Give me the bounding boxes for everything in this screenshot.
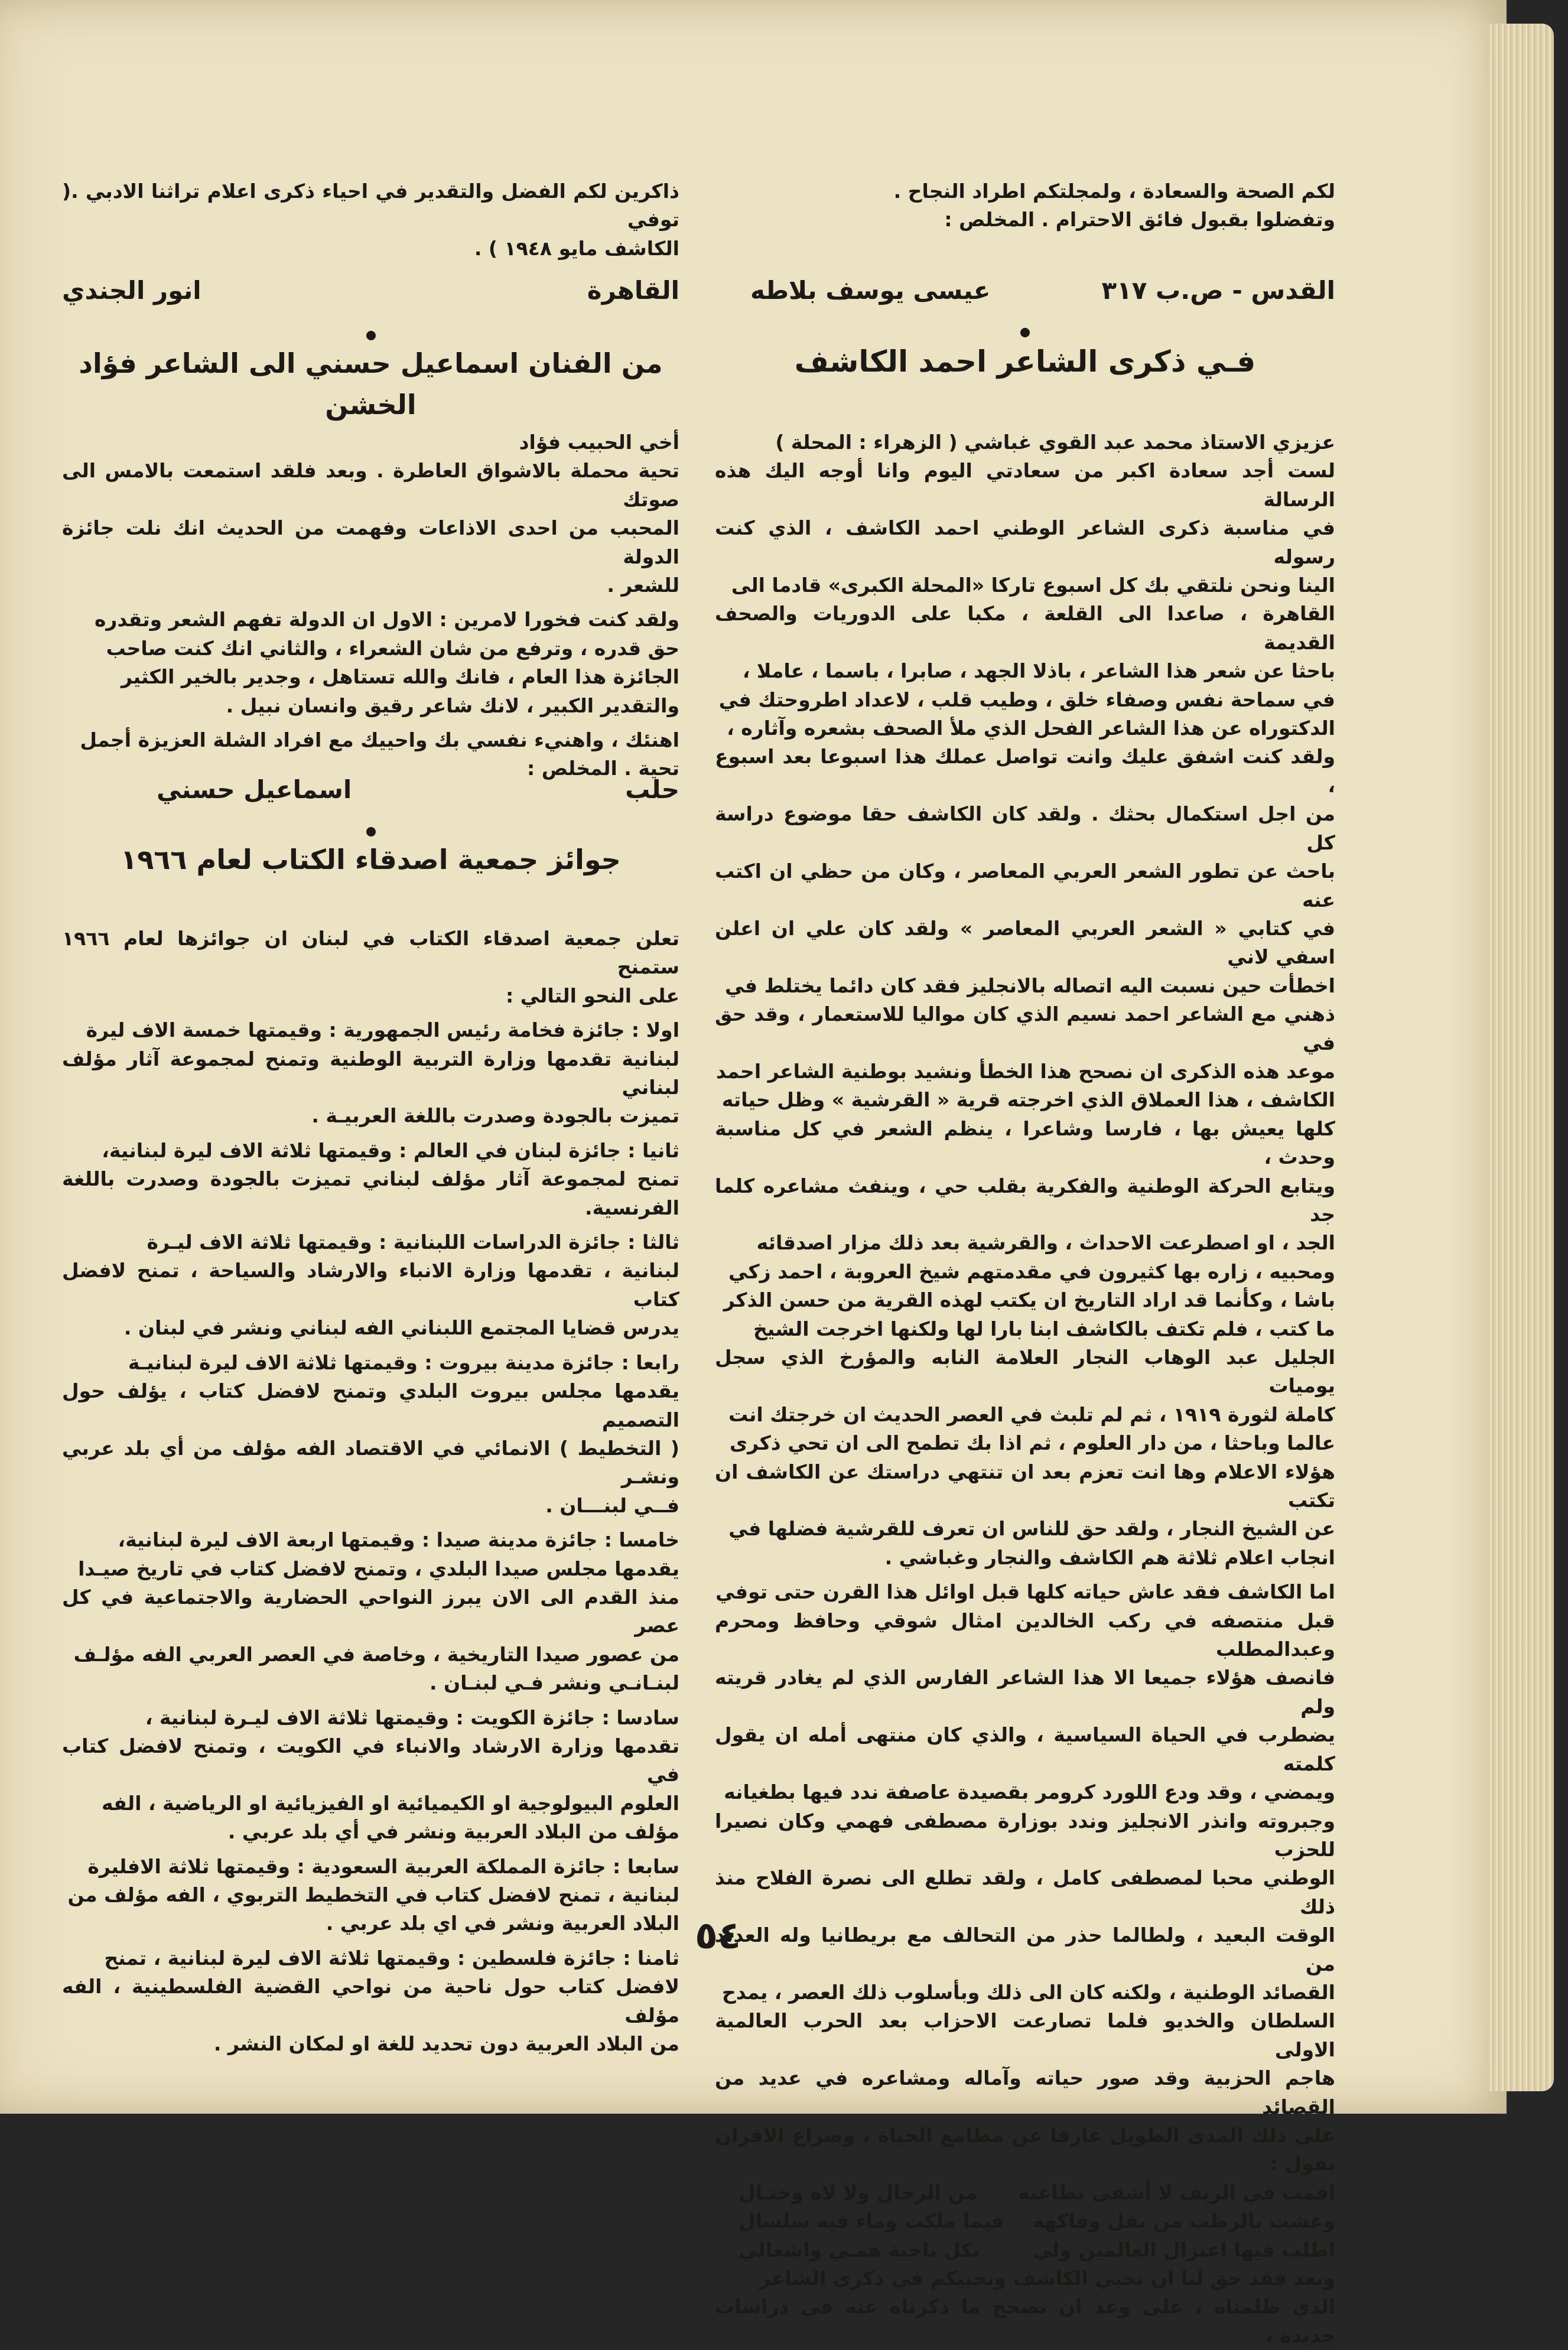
poem-verse	[715, 2179, 1335, 2207]
signature-name: عيسى يوسف بلاطه	[750, 276, 991, 305]
article-text-line: الجد ، او اصطرعت الاحداث ، والقرشية بعد ذلك مزار اصدقائه	[756, 1231, 1335, 1255]
prizes-text-line: سادسا : جائزة الكويت : وقيمتها ثلاثة الاف ليـرة لبنانية ،	[145, 1705, 679, 1729]
article-text-line: الجليل عبد الوهاب النجار العلامة النابه والمؤرخ الذي سجل يوميات	[715, 1346, 1335, 1398]
verse-first-half: وعشت بالرطب من بقل وفاكهة	[1032, 2209, 1335, 2233]
letter-text-line: أخي الحبيب فؤاد	[519, 431, 679, 454]
letter-text-line: تحية محملة بالاشواق العاطرة . وبعد فلقد استمعت بالامس الى صوتك	[62, 459, 679, 511]
closing-line-2: وتفضلوا بقبول فائق الاحترام . المخلص :	[944, 208, 1335, 232]
article-text-line: الكاشف ، هذا العملاق الذي اخرجته قرية « القرشية » وظل حياته	[721, 1088, 1335, 1112]
article-text-line: هؤلاء الاعلام وها انت تعزم بعد ان تنتهي دراستك عن الكاشف ان تكتب	[715, 1460, 1335, 1512]
closing-line-1: لكم الصحة والسعادة ، ولمجلتكم اطراد النجاح .	[893, 180, 1335, 203]
letter-text-line: الجائزة هذا العام ، فانك والله تستاهل ، وجدير بالخير الكثير	[121, 665, 679, 689]
prizes-text-line: لبنـانـي ونشر فـي لبنـان .	[429, 1671, 679, 1695]
article-text-line: اما الكاشف فقد عاش حياته كلها قبل اوائل هذا القرن حتى توفي	[715, 1580, 1335, 1604]
article-text-line: الوطني محبا لمصطفى كامل ، ولقد تطلع الى نصرة الفلاح منذ ذلك	[715, 1866, 1335, 1918]
prizes-text-line: من البلاد العربية دون تحديد للغة او لمكان النشر .	[213, 2032, 679, 2056]
prizes-text-line: يقدمها مجلس صيدا البلدي ، وتمنح لافضل كتاب في تاريخ صيـدا	[78, 1557, 679, 1580]
separator-dot	[1020, 328, 1030, 337]
prizes-text-line: فــي لبنـــان .	[545, 1493, 679, 1517]
article-text-line: الوقت البعيد ، ولطالما حذر من التحالف مع بريطانيا وله العديد من	[715, 1923, 1335, 1975]
article-text-line: وجبروته وانذر الانجليز وندد بوزارة مصطفى فهمي وكان نصيرا للحزب	[715, 1809, 1335, 1861]
article-text-line: قبل منتصفه في ركب الخالدين امثال شوقي وحافظ ومحرم وعبدالمطلب	[715, 1609, 1335, 1661]
article-text-line: السلطان والخديو فلما تصارعت الاحزاب بعد الحرب العالمية الاولى	[715, 2009, 1335, 2061]
letter-text-line: حق قدره ، وترفع من شان الشعراء ، والثاني انك كنت صاحب	[106, 636, 679, 660]
article-text-line: الينا ونحن نلتقي بك كل اسبوع تاركا «المحلة الكبرى» قادما الى	[731, 574, 1335, 597]
prizes-text-line: ثامنا : جائزة فلسطين : وقيمتها ثلاثة الاف ليرة لبنانية ، تمنح	[104, 1946, 679, 1970]
letter-signature	[62, 771, 679, 809]
prizes-text-line: تقدمها وزارة الارشاد والانباء في الكويت ، وتمنح لافضل كتاب في	[62, 1734, 679, 1786]
prizes-text-line: ( التخطيط ) الانمائي في الاقتصاد الفه مؤلف من أي بلد عربي ونشـر	[62, 1436, 679, 1489]
separator-dot	[366, 827, 376, 837]
letter-text-line: تحية . المخلص :	[527, 757, 679, 780]
left-top-line-2: الكاشف مايو ١٩٤٨ ) .	[474, 236, 679, 260]
prizes-text-line: خامسا : جائزة مدينة صيدا : وقيمتها اربعة الاف ليرة لبنانية،	[118, 1528, 679, 1552]
verse-second-half: من الرجال ولا لاه وختـال	[739, 2180, 978, 2204]
prizes-text-line: اولا : جائزة فخامة رئيس الجمهورية : وقيمتها خمسة الاف ليرة	[86, 1018, 679, 1042]
kashef-article-body	[715, 428, 1335, 2350]
prizes-text-line: رابعا : جائزة مدينة بيروت : وقيمتها ثلاثة الاف ليرة لبنانيـة	[128, 1350, 679, 1374]
article-text-line: عزيزي الاستاذ محمد عبد القوي غباشي ( الزهراء : المحلة )	[775, 431, 1335, 454]
prizes-text-line: ثالثا : جائزة الدراسات اللبنانية : وقيمتها ثلاثة الاف ليـرة	[147, 1231, 679, 1254]
article-text-line: من اجل استكمال بحثك . ولقد كان الكاشف حقا موضوع دراسة كل	[715, 802, 1335, 854]
prizes-text-line: لبنانية ، تمنح لافضل كتاب في التخطيط التربوي ، الفه مؤلف من	[67, 1883, 679, 1906]
separator-dot	[366, 331, 376, 340]
verse-second-half: بكل ناحية همـي واشغالي	[739, 2238, 980, 2261]
letter-header	[62, 331, 679, 425]
article-text-line: كلها يعيش بها ، فارسا وشاعرا ، ينظم الشعر في كل مناسبة وحدث ،	[715, 1117, 1335, 1169]
prizes-text-line: على النحو التالي :	[505, 984, 679, 1007]
prizes-body	[62, 925, 679, 2058]
right-column	[715, 177, 1335, 235]
left-top-text	[62, 177, 679, 263]
page-number: ٥٤	[694, 1914, 741, 1958]
prizes-text-line: منذ القدم الى الان يبرز النواحي الحضارية والاجتماعية في كل عصر	[62, 1585, 679, 1638]
letter-text-line: ولقد كنت فخورا لامرين : الاول ان الدولة تفهم الشعر وتقدره	[94, 608, 679, 632]
prizes-text-line: البلاد العربية ونشر في اي بلد عربي .	[326, 1912, 679, 1935]
article-text-line: ومحبيه ، زاره بها كثيرون في مقدمتهم شيخ العروبة ، احمد زكي	[728, 1259, 1335, 1283]
article-text-line: ويتابع الحركة الوطنية والفكرية بقلب حي ، وينفث مشاعره كلما جد	[715, 1174, 1335, 1226]
article-text-line: على ذلك المدى الطويل عازفا عن مطامع الحياة ، وصراع الاقران يقول :	[715, 2123, 1335, 2176]
prizes-text-line: يدرس قضايا المجتمع اللبناني الفه لبناني ونشر في لبنان .	[123, 1316, 679, 1340]
prizes-header	[62, 827, 679, 880]
article-text-line: الدكتوراه عن هذا الشاعر الفحل الذي ملأ الصحف بشعره وآثاره ،	[727, 717, 1335, 740]
signature-place: حلب	[625, 775, 679, 804]
article-text-line: موعد هذه الذكرى ان نصحح هذا الخطأ ونشيد بوطنية الشاعر احمد	[715, 1059, 1335, 1083]
verse-second-half: فيما ملكت وماء فيه سلسال	[739, 2209, 1004, 2233]
verse-first-half: اقمت في الريف لا أشقى بطاغية	[1018, 2180, 1335, 2204]
letter-text-line: والتقدير الكبير ، لانك شاعر رقيق وانسان نبيل .	[226, 694, 679, 717]
signature-name: اسماعيل حسني	[157, 775, 352, 804]
prizes-text-line: سابعا : جائزة المملكة العربية السعودية : وقيمتها ثلاثة الافليرة	[87, 1854, 679, 1878]
letter-body	[62, 428, 679, 783]
prizes-text-line: تمنح لمجموعة آثار مؤلف لبناني تميزت بالجودة وصدرت باللغة الفرنسية.	[62, 1167, 679, 1219]
prizes-text-line: لبنانية ، تقدمها وزارة الانباء والارشاد والسياحة ، تمنح لافضل كتاب	[62, 1259, 679, 1311]
article-text-line: باشا ، وكأنما قد اراد التاريخ ان يكتب لهذه القرية من حسن الذكر	[723, 1288, 1335, 1312]
article-text-line: باحثا عن شعر هذا الشاعر ، باذلا الجهد ، صابرا ، باسما ، عاملا ،	[742, 659, 1335, 683]
article-closing-line: الذي ظلمناه ، على وعد ان نصحح ما ذكرناه عنه في دراسات جديدة ،	[715, 2295, 1335, 2347]
letter-text-line: للشعر .	[607, 574, 679, 597]
letter-text-line: المحبب من احدى الاذاعات وفهمت من الحديث انك نلت جائزة الدولة	[62, 516, 679, 568]
prizes-text-line: يقدمها مجلس بيروت البلدي وتمنح لافضل كتاب ، يؤلف حول التصميم	[62, 1379, 679, 1431]
article-title: فـي ذكرى الشاعر احمد الكاشف	[794, 344, 1256, 379]
article-text-line: عالما وباحثا ، من دار العلوم ، ثم اذا بك تطمح الى ان تحي ذكرى	[729, 1431, 1335, 1455]
left-top-line-1: ذاكرين لكم الفضل والتقدير في احياء ذكرى اعلام تراثنا الادبي .( توفي	[62, 180, 679, 232]
prizes-text-line: ثانيا : جائزة لبنان في العالم : وقيمتها ثلاثة الاف ليرة لبنانية،	[102, 1138, 679, 1162]
left-signature	[62, 272, 679, 310]
article-text-line: ذهني مع الشاعر احمد نسيم الذي كان مواليا للاستعمار ، وقد حق في	[715, 1003, 1335, 1054]
poem-verse	[715, 2236, 1335, 2264]
article-text-line: في كتابي « الشعر العربي المعاصر » ولقد كان علي ان اعلن اسفي لاني	[715, 916, 1335, 969]
signature-place: القاهرة	[587, 276, 679, 305]
prizes-text-line: العلوم البيولوجية او الكيميائية او الفيزيائية او الرياضية ، الفه	[102, 1791, 679, 1815]
article-text-line: يضطرب في الحياة السياسية ، والذي كان منتهى أمله ان يقول كلمته	[715, 1723, 1335, 1775]
signature-place: القدس - ص.ب ٣١٧	[1101, 276, 1335, 305]
article-text-line: عن الشيخ النجار ، ولقد حق للناس ان تعرف للقرشية فضلها في	[728, 1517, 1335, 1541]
prizes-title: جوائز جمعية اصدقاء الكتاب لعام ١٩٦٦	[121, 844, 621, 875]
letter-text-line: اهنئك ، واهنيء نفسي بك واحييك مع افراد الشلة العزيزة أجمل	[80, 728, 679, 752]
article-text-line: القصائد الوطنية ، ولكنه كان الى ذلك وبأسلوب ذلك العصر ، يمدح	[721, 1980, 1335, 2004]
prizes-text-line: لبنانية تقدمها وزارة التربية الوطنية وتمنح لمجموعة آثار مؤلف لبناني	[62, 1047, 679, 1099]
article-text-line: ما كتب ، فلم تكتف بالكاشف ابنا بارا لها ولكنها اخرجت الشيخ	[753, 1317, 1335, 1340]
right-signature	[715, 272, 1335, 310]
article-text-line: باحث عن تطور الشعر العربي المعاصر ، وكان من حظي ان اكتب عنه	[715, 860, 1335, 912]
article-text-line: ولقد كنت اشفق عليك وانت تواصل عملك هذا اسبوعا بعد اسبوع ،	[715, 745, 1335, 797]
prizes-text-line: مؤلف من البلاد العربية ونشر في أي بلد عربي .	[227, 1820, 679, 1844]
book-page-edges	[1489, 24, 1554, 2091]
prizes-text-line: لافضل كتاب حول ناحية من نواحي القضية الفلسطينية ، الفه مؤلف	[62, 1975, 679, 2027]
prizes-text-line: تميزت بالجودة وصدرت باللغة العربيـة .	[311, 1104, 679, 1128]
article-text-line: ويمضي ، وقد ودع اللورد كرومر بقصيدة عاصفة ندد فيها بطغيانه	[724, 1781, 1335, 1804]
prizes-text-line: من عصور صيدا التاريخية ، وخاصة في العصر العربي الفه مؤلـف	[73, 1642, 679, 1666]
signature-name: انور الجندي	[62, 276, 201, 305]
article-text-line: فانصف هؤلاء جميعا الا هذا الشاعر الفارس الذي لم يغادر قريته ولم	[715, 1666, 1335, 1718]
verse-first-half: اطلب فيها اعتزال العالمين ولي	[1032, 2238, 1335, 2261]
prizes-text-line: تعلن جمعية اصدقاء الكتاب في لبنان ان جوائزها لعام ١٩٦٦ ستمنح	[62, 927, 679, 979]
article-text-line: لست أجد سعادة اكبر من سعادتي اليوم وانا أوجه اليك هذه الرسالة	[715, 459, 1335, 511]
article-text-line: انجاب اعلام ثلاثة هم الكاشف والنجار وغباشي .	[884, 1545, 1335, 1569]
article-closing-line: وبعد فقد حق لنا ان نحيي الكاشف ونحييكم في ذكرى الشاعر	[759, 2267, 1335, 2290]
article-text-line: كاملة لثورة ١٩١٩ ، ثم لم تلبث في العصر الحديث ان خرجتك انت	[728, 1402, 1335, 1426]
article-text-line: في سماحة نفس وصفاء خلق ، وطيب قلب ، لاعداد اطروحتك في	[718, 688, 1335, 711]
kashef-article-header	[715, 328, 1335, 382]
article-text-line: هاجم الحزبية وقد صور حياته وآماله ومشاعره في عديد من القصائد	[715, 2066, 1335, 2118]
poem-verse	[715, 2207, 1335, 2235]
letter-title: من الفنان اسماعيل حسني الى الشاعر فؤاد الخشن	[79, 347, 663, 421]
article-text-line: اخطأت حين نسبت اليه اتصاله بالانجليز فقد كان دائما يختلط في	[725, 974, 1335, 997]
article-text-line: القاهرة ، صاعدا الى القلعة ، مكبا على الدوريات والصحف القديمة	[715, 602, 1335, 654]
article-text-line: في مناسبة ذكرى الشاعر الوطني احمد الكاشف ، الذي كنت رسوله	[715, 516, 1335, 568]
